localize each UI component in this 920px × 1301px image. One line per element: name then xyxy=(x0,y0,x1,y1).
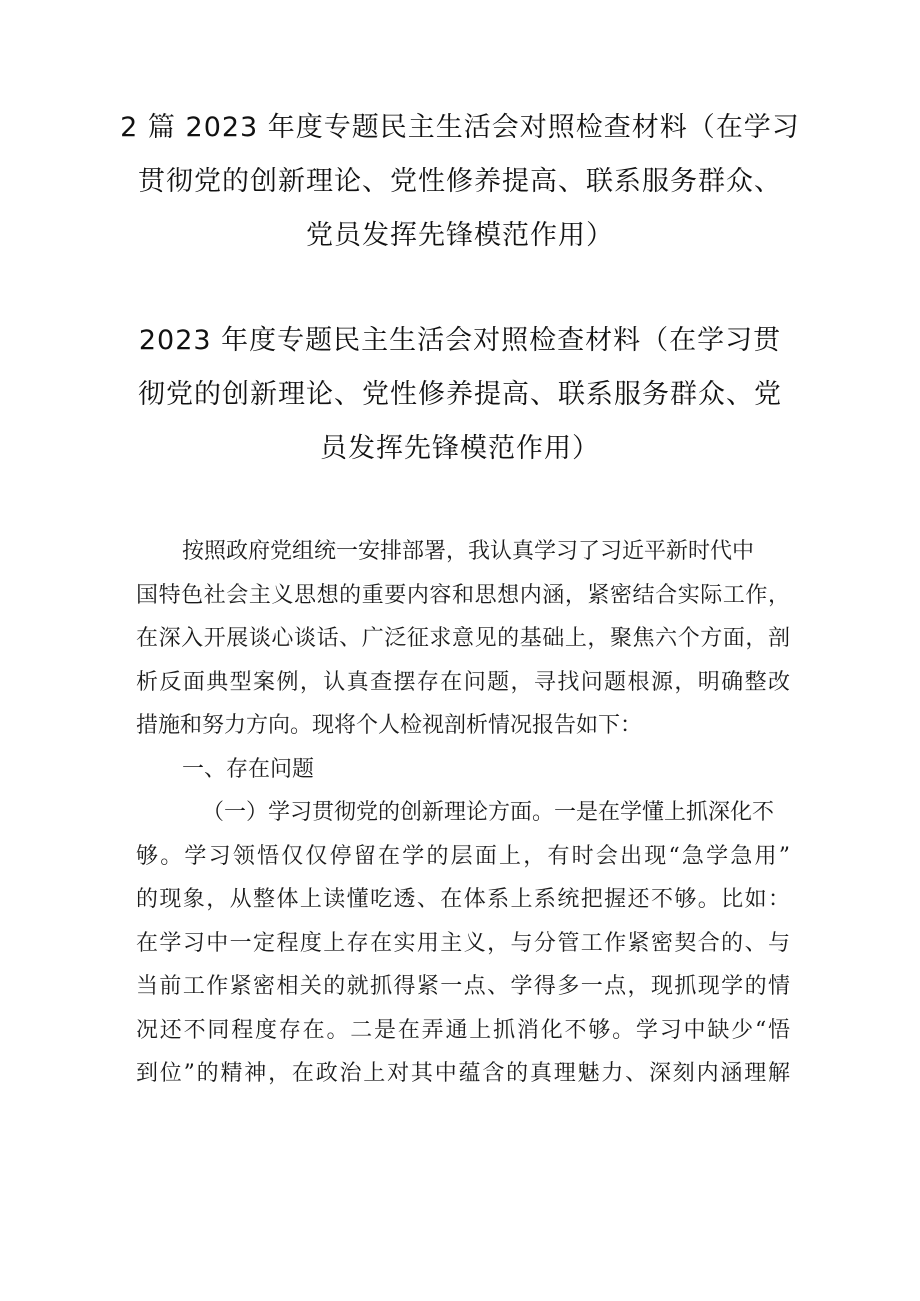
body-line: 够。学习领悟仅仅停留在学的层面上，有时会出现“急学急用” xyxy=(136,843,790,869)
sub-title-line: 员发挥先锋模范作用） xyxy=(320,433,600,464)
paragraph-intro xyxy=(136,530,790,748)
body-line: 的现象，从整体上读懂吃透、在体系上系统把握还不够。比如： xyxy=(136,887,790,912)
body-line: 在深入开展谈心谈话、广泛征求意见的基础上，聚焦六个方面，剖 xyxy=(136,626,790,651)
main-title-line: 贯彻党的创新理论、党性修养提高、联系服务群众、 xyxy=(138,166,782,197)
document-main-title xyxy=(100,101,820,263)
body-line: 措施和努力方向。现将个人检视剖析情况报告如下： xyxy=(136,713,643,738)
body-line: 国特色社会主义思想的重要内容和思想内涵，紧密结合实际工作， xyxy=(136,582,790,608)
body-line: 况还不同程度存在。二是在弄通上抓消化不够。学习中缺少“悟 xyxy=(136,1017,790,1043)
sub-title-line: 彻党的创新理论、党性修养提高、联系服务群众、党 xyxy=(138,379,782,410)
document-body xyxy=(136,530,790,1096)
section-heading-existing-problems xyxy=(136,748,790,792)
paragraph-learning-theory xyxy=(136,791,790,1096)
body-line: （一）学习贯彻党的创新理论方面。一是在学懂上抓深化不 xyxy=(202,800,775,825)
body-line: 当前工作紧密相关的就抓得紧一点、学得多一点，现抓现学的情 xyxy=(136,974,790,999)
section-heading: 一、存在问题 xyxy=(182,756,315,782)
body-line: 析反面典型案例，认真查摆存在问题，寻找问题根源，明确整改 xyxy=(136,669,790,695)
sub-title-line: 2023 年度专题民主生活会对照检查材料（在学习贯 xyxy=(138,325,782,356)
body-line: 在学习中一定程度上存在实用主义，与分管工作紧密契合的、与 xyxy=(136,930,790,956)
main-title-line: 2 篇 2023 年度专题民主生活会对照检查材料（在学习 xyxy=(120,112,800,143)
body-line: 到位”的精神，在政治上对其中蕴含的真理魅力、深刻内涵理解 xyxy=(136,1061,790,1086)
main-title-line: 党员发挥先锋模范作用） xyxy=(306,220,614,251)
document-sub-title xyxy=(100,314,820,476)
body-line: 按照政府党组统一安排部署，我认真学习了习近平新时代中 xyxy=(182,539,755,564)
